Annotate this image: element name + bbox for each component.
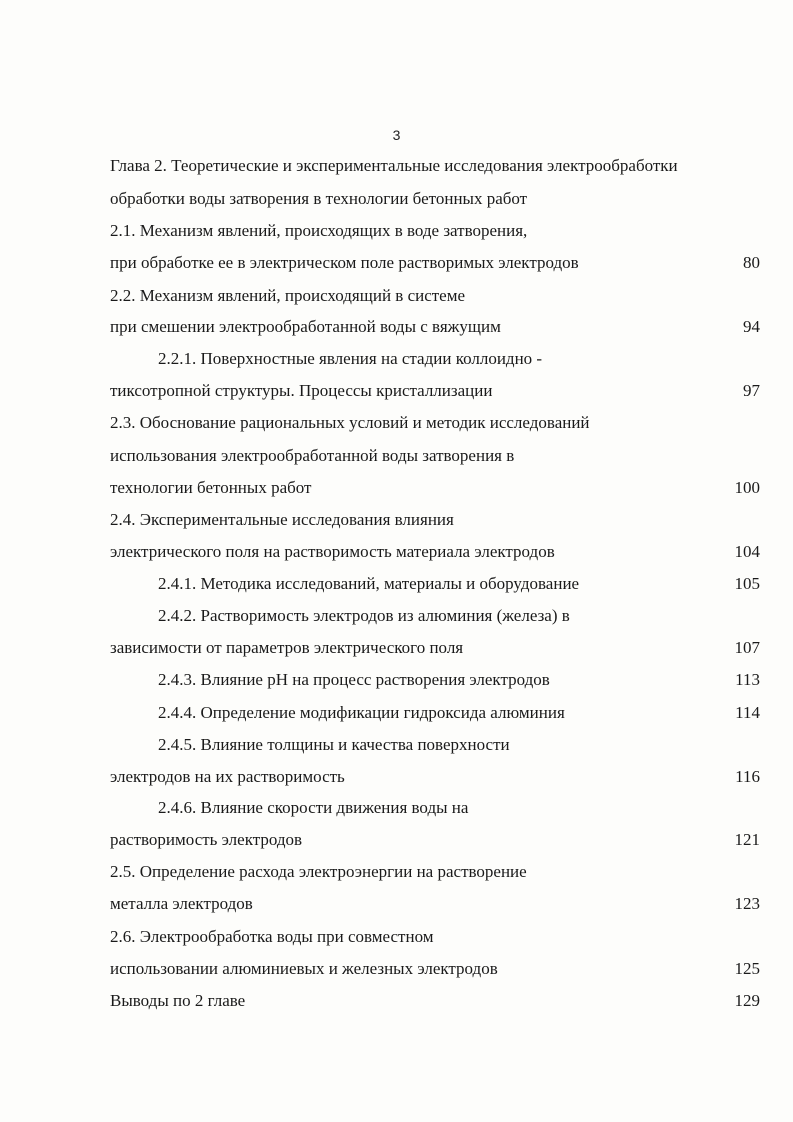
toc-page-number: 104 — [734, 542, 760, 561]
toc-page-number: 80 — [743, 253, 760, 272]
toc-line — [158, 347, 760, 371]
toc-line — [158, 701, 760, 725]
toc-entry-text: растворимость электродов — [110, 830, 303, 849]
toc-line — [110, 219, 760, 243]
toc-page-number: 107 — [734, 638, 760, 657]
toc-line — [110, 284, 760, 308]
toc-line — [110, 636, 760, 660]
toc-entry-text: 2.4. Экспериментальные исследования влияния — [110, 510, 454, 529]
toc-line — [158, 796, 760, 820]
toc-line — [158, 572, 760, 596]
toc-line — [110, 540, 760, 564]
toc-entry-text: 2.2.1. Поверхностные явления на стадии коллоидно - — [158, 349, 543, 368]
toc-entry-text: 2.2. Механизм явлений, происходящий в системе — [110, 286, 466, 305]
toc-page-number: 123 — [734, 894, 760, 913]
toc-entry-text: обработки воды затворения в технологии бетонных работ — [110, 189, 528, 208]
toc-page-number: 113 — [735, 670, 760, 689]
toc-line — [110, 379, 760, 403]
toc-entry-text: металла электродов — [110, 894, 253, 913]
toc-entry-text: 2.1. Механизм явлений, происходящих в воде затворения, — [110, 221, 528, 240]
toc-entry-text: 2.3. Обоснование рациональных условий и методик исследований — [110, 413, 590, 432]
toc-entry-text: при смешении электрообработанной воды с вяжущим — [110, 317, 501, 336]
toc-line — [110, 476, 760, 500]
toc-entry-text: использовании алюминиевых и железных электродов — [110, 959, 498, 978]
toc-line — [110, 765, 760, 789]
toc-line — [110, 315, 760, 339]
toc-line — [110, 989, 760, 1013]
toc-page-number: 121 — [734, 830, 760, 849]
toc-entry-text: 2.4.3. Влияние pH на процесс растворения электродов — [158, 670, 550, 689]
toc-entry-text: Выводы по 2 главе — [110, 991, 246, 1010]
toc-entry-text: использования электрообработанной воды затворения в — [110, 446, 515, 465]
toc-entry-text: Глава 2. Теоретические и экспериментальные исследования электрообработки — [110, 156, 678, 175]
toc-entry-text: электрического поля на растворимость материала электродов — [110, 542, 555, 561]
toc-line — [110, 411, 760, 435]
toc-line — [110, 508, 760, 532]
toc-line — [110, 892, 760, 916]
toc-entry-text: 2.6. Электрообработка воды при совместном — [110, 927, 434, 946]
toc-page-number: 116 — [735, 767, 760, 786]
toc-entry-text: 2.4.2. Растворимость электродов из алюминия (железа) в — [158, 606, 570, 625]
toc-entry-text: 2.4.6. Влияние скорости движения воды на — [158, 798, 469, 817]
toc-line — [110, 925, 760, 949]
toc-line — [158, 733, 760, 757]
toc-entry-text: 2.4.1. Методика исследований, материалы и оборудование — [158, 574, 580, 593]
toc-entry-text: 2.4.4. Определение модификации гидроксида алюминия — [158, 703, 565, 722]
toc-entry-text: технологии бетонных работ — [110, 478, 312, 497]
toc-line — [110, 860, 760, 884]
toc-entry-text: при обработке ее в электрическом поле растворимых электродов — [110, 253, 579, 272]
toc-line — [110, 187, 760, 211]
toc-page-number: 105 — [734, 574, 760, 593]
toc-page-number: 100 — [734, 478, 760, 497]
toc-line — [158, 668, 760, 692]
toc-page-number: 97 — [743, 381, 760, 400]
page-number: 3 — [392, 127, 401, 143]
toc-entry-text: электродов на их растворимость — [110, 767, 345, 786]
toc-entry-text: тиксотропной структуры. Процессы кристаллизации — [110, 381, 493, 400]
toc-line — [158, 604, 760, 628]
toc-entry-text: 2.5. Определение расхода электроэнергии на растворение — [110, 862, 527, 881]
toc-page-number: 129 — [734, 991, 760, 1010]
toc-line — [110, 444, 760, 468]
toc-page-number: 94 — [743, 317, 760, 336]
toc-entry-text: зависимости от параметров электрического поля — [110, 638, 464, 657]
toc-line — [110, 957, 760, 981]
toc-page-number: 125 — [734, 959, 760, 978]
toc-line — [110, 828, 760, 852]
toc-entry-text: 2.4.5. Влияние толщины и качества поверхности — [158, 735, 510, 754]
toc-line — [110, 154, 760, 178]
toc-line — [110, 251, 760, 275]
toc-page-number: 114 — [735, 703, 760, 722]
